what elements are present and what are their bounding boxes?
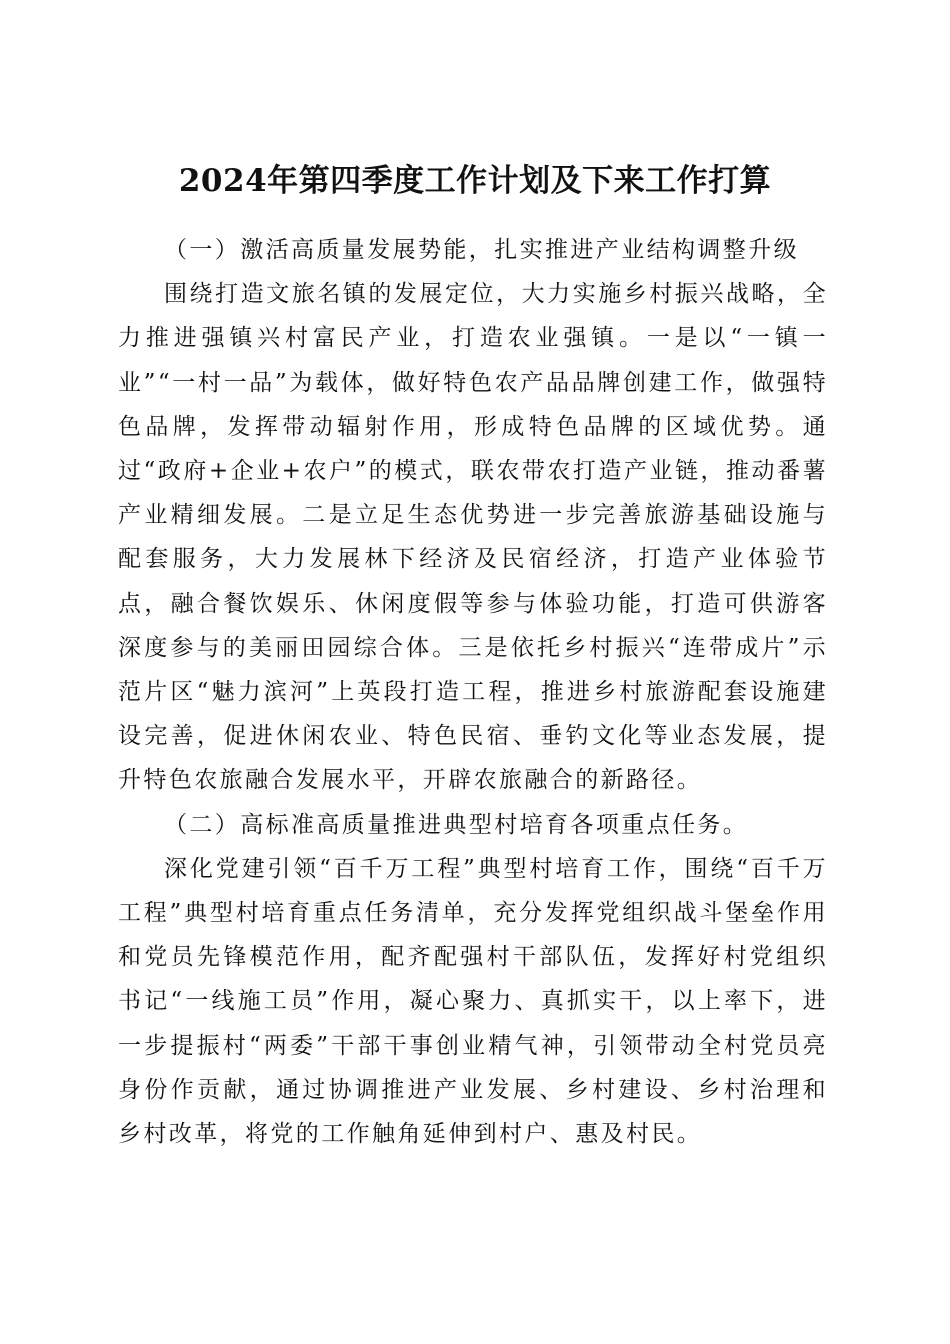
- section-2-heading: （二）高标准高质量推进典型村培育各项重点任务。: [164, 811, 749, 838]
- document-title: 2024年第四季度工作计划及下来工作打算: [178, 162, 772, 199]
- section-2-paragraph: 深化党建引领“百千万工程”典型村培育工作，围绕“百千万工程”典型村培育重点任务清单，充分发挥党组织战斗堡垒作用和党员先锋模范作用，配齐配强村干部队伍，发挥好村党组织书记“一线施工员”作用，凝心聚力、真抓实干，以上率下，进一步提振村“两委”干部干事创业精气神，引领带动全村党员亮身份作贡献，通过协调推进产业发展、乡村建设、乡村治理和乡村改革，将党的工作触角延伸到村户、惠及村民。: [118, 855, 828, 1148]
- document-body: [118, 228, 828, 1156]
- section-1-paragraph: 围绕打造文旅名镇的发展定位，大力实施乡村振兴战略，全力推进强镇兴村富民产业，打造农业强镇。一是以“一镇一业”“一村一品”为载体，做好特色农产品品牌创建工作，做强特色品牌，发挥带动辐射作用，形成特色品牌的区域优势。通过“政府+企业+农户”的模式，联农带农打造产业链，推动番薯产业精细发展。二是立足生态优势进一步完善旅游基础设施与配套服务，大力发展林下经济及民宿经济，打造产业体验节点，融合餐饮娱乐、休闲度假等参与体验功能，打造可供游客深度参与的美丽田园综合体。三是依托乡村振兴“连带成片”示范片区“魅力滨河”上英段打造工程，推进乡村旅游配套设施建设完善，促进休闲农业、特色民宿、垂钓文化等业态发展，提升特色农旅融合发展水平，开辟农旅融合的新路径。: [118, 281, 828, 794]
- section-1-heading: （一）激活高质量发展势能，扎实推进产业结构调整升级: [164, 237, 799, 263]
